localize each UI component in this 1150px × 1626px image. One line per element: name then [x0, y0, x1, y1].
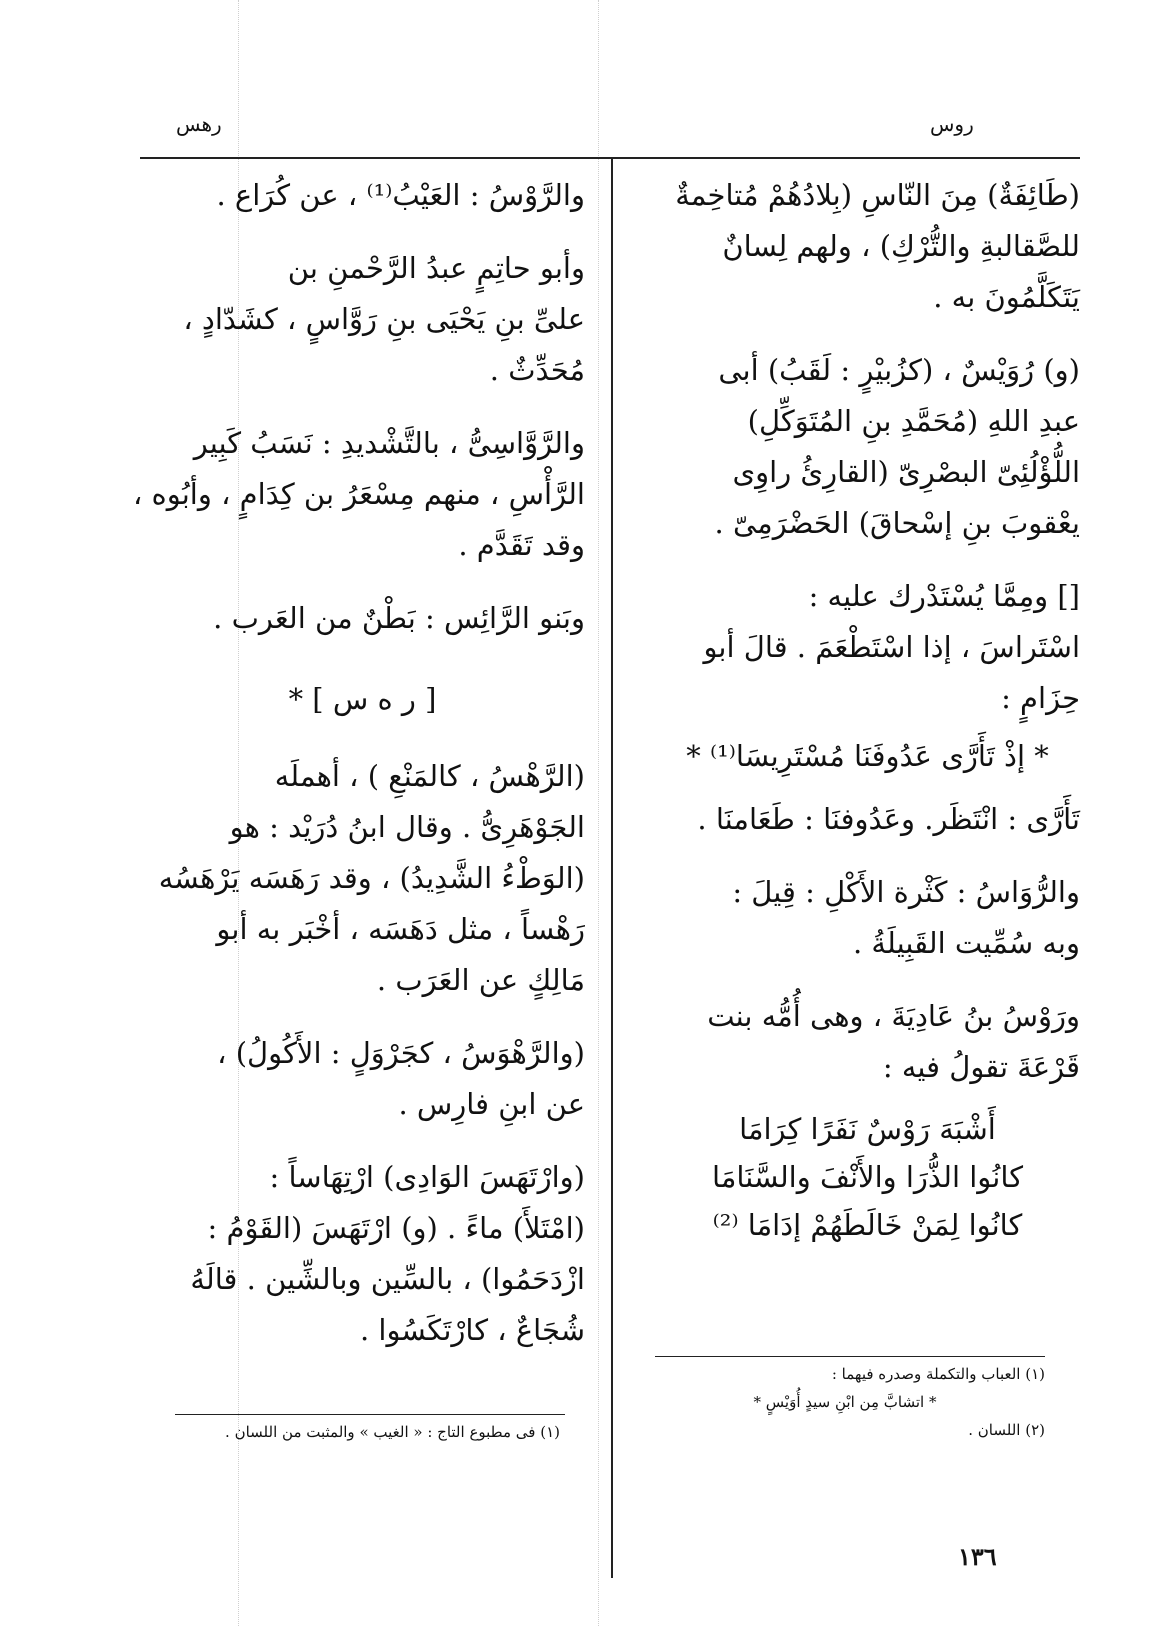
right-column: [655, 170, 1080, 1249]
text-line: وبَنو الرَّائِس : بَطْنٌ من العَرب .: [213, 601, 585, 635]
running-head-right: روس: [930, 112, 974, 136]
text-line: للصَّقالبةِ والتُّرْكِ) ، ولهم لِسانٌ: [722, 229, 1080, 263]
text-line: ورَوْسُ بنُ عَادِيَةَ ، وهى أُمُّه بنت: [707, 999, 1080, 1033]
entry-paragraph: [655, 170, 1080, 323]
text-line: وبه سُمِّيت القَبِيلَةُ .: [852, 926, 1080, 960]
text-line: وقد تَقَدَّم .: [458, 528, 585, 562]
entry-paragraph: [655, 991, 1080, 1093]
text-line: شُجَاعٌ ، كارْتَكَسُوا .: [359, 1313, 585, 1347]
header-rule: [140, 157, 1080, 159]
entry-paragraph: [132, 418, 585, 571]
footnotes-left: [150, 1418, 560, 1446]
entry-paragraph: [655, 345, 1080, 549]
page-number: ١٣٦: [958, 1542, 997, 1571]
entry-paragraph: [140, 170, 585, 221]
text-line: رَهْساً ، مثل دَهَسَه ، أخْبَر به أبو: [216, 912, 585, 946]
footnote-line: (١) فى مطبوع التاج : « الغيب » والمثبت من اللسان .: [225, 1423, 560, 1441]
entry-paragraph: [140, 243, 585, 396]
text-line: (والرَّهْوَسُ ، كجَرْوَلٍ : الأَكُولُ) ،: [217, 1036, 585, 1070]
footnote-line: * اتشابَّ مِن ابْنِ سيدٍ أُوَيْسٍ *: [753, 1393, 937, 1411]
text-line: اللُّؤْلُئِىّ البصْرِىّ (القارِئُ راوِى: [732, 455, 1080, 489]
scan-guide-line: [598, 0, 599, 1626]
entry-paragraph: [140, 751, 585, 1006]
text-line: (الوَطْءُ الشَّدِيدُ) ، وقد رَهَسَه يَرْهَسُه: [158, 861, 585, 895]
entry-paragraph: [140, 1028, 585, 1130]
text-line: حِزَامٍ :: [1001, 681, 1080, 715]
running-head-left: رهس: [176, 112, 222, 136]
footnotes-right: [645, 1360, 1045, 1444]
text-line: (وارْتَهَسَ الوَادِى) ارْتِهَاساً :: [269, 1160, 585, 1194]
text-line: (و) رُوَيْسٌ ، (كزُبيْرٍ : لَقَبُ) أبى: [718, 353, 1080, 387]
text-line: عن ابنِ فارِس .: [398, 1087, 585, 1121]
text-line: (امْتَلأَ) ماءً . (و) ارْتَهَسَ (القَوْمُ :: [207, 1211, 585, 1245]
text-line: مُحَدِّثٌ .: [489, 353, 585, 387]
text-line: والرُّوَاسُ : كَثْرة الأَكْلِ : قِيلَ :: [732, 875, 1080, 909]
poem-line: أَشْبَهَ رَوْسٌ نَفَرًا كِرَامَا: [739, 1112, 996, 1146]
section-heading: [ ر ه س ] *: [288, 682, 437, 716]
text-line: ازْدَحَمُوا) ، بالسِّين وبالشِّين . قالَهُ: [190, 1262, 585, 1296]
text-line: عبدِ اللهِ (مُحَمَّدِ بنِ المُتَوَكِّلِ): [747, 404, 1080, 438]
entry-paragraph: [655, 571, 1080, 724]
text-line: الجَوْهَرِىُّ . وقال ابنُ دُرَيْد : هو: [229, 810, 585, 844]
footnote-line: (٢) اللسان .: [968, 1421, 1045, 1439]
footnote-rule: [175, 1414, 565, 1415]
text-line: يَتَكَلَّمُونَ به .: [933, 280, 1080, 314]
poem-line: كانُوا الذُّرَا والأَنْفَ والسَّنَامَا: [712, 1160, 1023, 1194]
text-line: الرَّأْسِ ، منهم مِسْعَرُ بن كِدَامٍ ، وأبُوه ،: [132, 477, 585, 511]
text-line: اسْتَراسَ ، إذا اسْتَطْعَمَ . قالَ أبو: [703, 630, 1080, 664]
entry-paragraph: [140, 1152, 585, 1356]
text-line: (الرَّهْسُ ، كالمَنْعِ ) ، أهملَه: [274, 759, 585, 793]
text-line: علىِّ بنِ يَحْيَى بنِ رَوَّاسٍ ، كشَدّادٍ ،: [183, 302, 585, 336]
entry-paragraph: [655, 867, 1080, 969]
text-line: قَرْعَةَ تقولُ فيه :: [882, 1050, 1080, 1084]
text-line: وأبو حاتِمٍ عبدُ الرَّحْمنِ بن: [287, 251, 585, 285]
entry-paragraph: [140, 593, 585, 644]
text-line: والرَّوَّاسِىُّ ، بالتَّشْديدِ : نَسَبُ كَبِير: [193, 426, 585, 460]
text-line: والرَّوْسُ : العَيْبُ⁽¹⁾ ، عن كُرَاع .: [216, 178, 585, 212]
poem-line: كانُوا لِمَنْ خَالَطَهُمْ إدَامَا ⁽²⁾: [712, 1208, 1023, 1242]
verse-line: * إذْ تَأَرَّى عَدُوفَنَا مُسْتَرِيسَا⁽¹⁾ *: [686, 739, 1049, 773]
text-line: [] ومِمَّا يُسْتَدْرك عليه :: [808, 579, 1080, 613]
entry-paragraph: [655, 794, 1080, 845]
footnote-line: (١) العباب والتكملة وصدره فيهما :: [831, 1365, 1045, 1383]
footnote-rule: [655, 1356, 1045, 1357]
text-line: (طَائِفَةٌ) مِنَ النّاسِ (بِلادُهُمْ مُتاخِمةٌ: [675, 178, 1080, 212]
poem: [655, 1105, 1080, 1249]
text-line: مَالِكٍ عن العَرَب .: [376, 963, 585, 997]
column-divider: [611, 158, 613, 1578]
text-line: تَأَرَّى : انْتَظَر. وعَدُوفنَا : طَعَامنَا .: [697, 802, 1080, 836]
left-column: [132, 170, 585, 1378]
text-line: يعْقوبَ بنِ إسْحاقَ) الحَضْرَمِىّ .: [714, 506, 1080, 540]
